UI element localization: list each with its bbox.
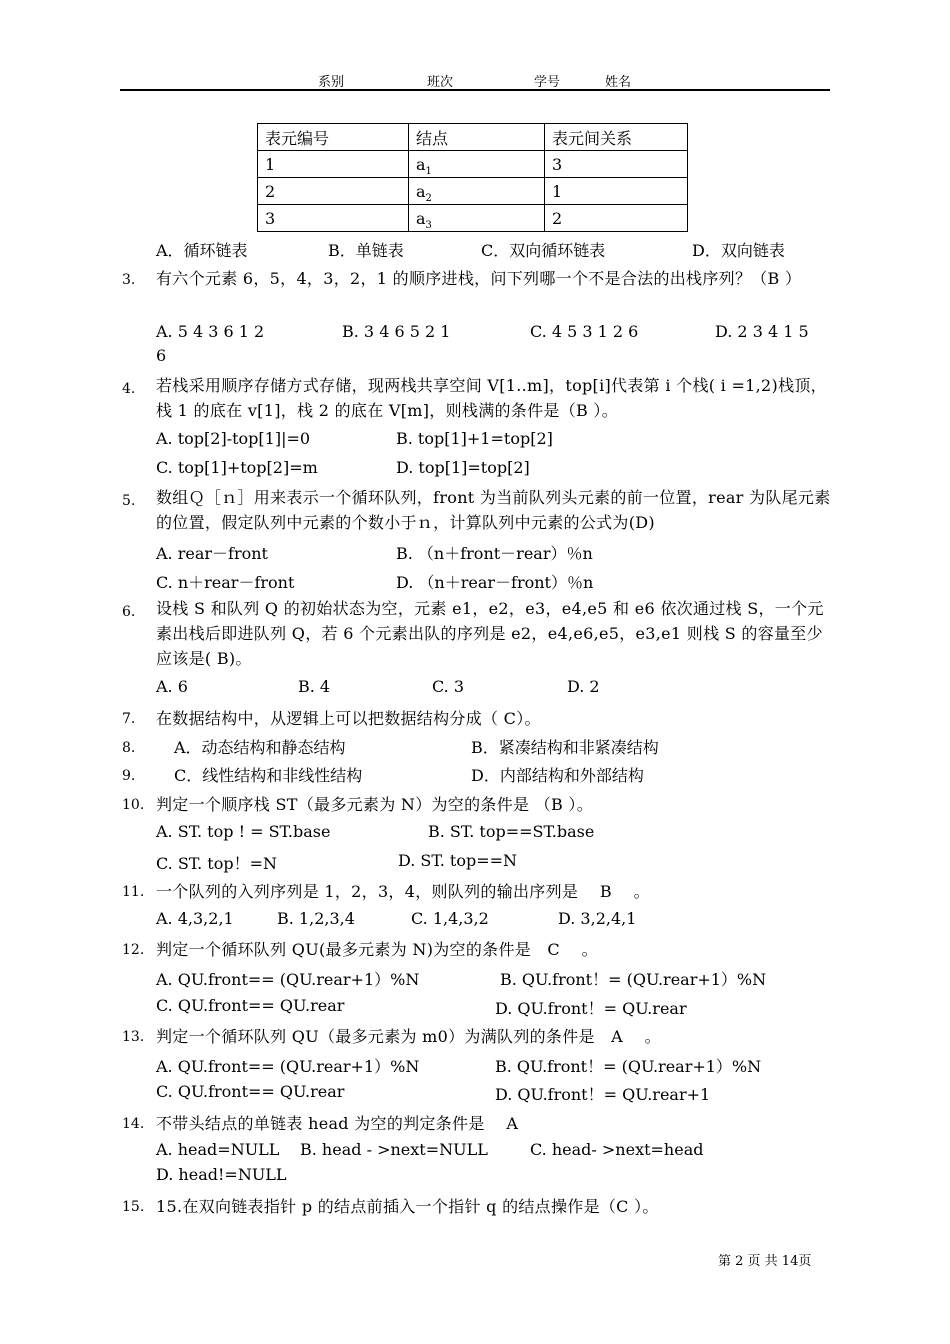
q10-option-b: B. ST. top==ST.base [428, 822, 595, 841]
q10-option-a: A. ST. top ! = ST.base [156, 822, 331, 841]
dept-blank [344, 76, 408, 90]
q5-option-b: B. （n＋front－rear）％n [396, 544, 593, 563]
q2-option-a: A．循环链表 [156, 241, 248, 260]
relation-table [257, 123, 688, 232]
node-letter: a [416, 154, 426, 174]
q3-text: 有六个元素 6，5，4，3，2，1 的顺序进栈，问下列哪一个不是合法的出栈序列？（B ） [156, 269, 802, 288]
q15-text: 15.在双向链表指针 p 的结点前插入一个指针 q 的结点操作是（C ）。 [156, 1197, 659, 1216]
q11-number: 11. [122, 884, 145, 900]
table-cell-relation: 3 [545, 151, 688, 178]
class-label: 班次 [427, 75, 454, 90]
table-cell-node [409, 151, 545, 178]
q8-option-b: B．紧凑结构和非紧凑结构 [471, 738, 659, 757]
node-subscript: 3 [425, 219, 432, 231]
q13-option-a: A. QU.front== (QU.rear+1）%N [156, 1057, 420, 1076]
q11-option-c: C. 1,4,3,2 [411, 909, 489, 928]
q13-option-b: B. QU.front！= (QU.rear+1）%N [495, 1057, 762, 1076]
dept-label: 系别 [318, 75, 345, 90]
q12-option-a: A. QU.front== (QU.rear+1）%N [156, 970, 420, 989]
q10-number: 10. [122, 797, 145, 813]
q14-number: 14. [122, 1116, 145, 1132]
q6-option-c: C. 3 [432, 677, 465, 696]
student-id-blank [560, 76, 596, 90]
table-row [258, 205, 688, 232]
q3-number: 3. [122, 272, 136, 288]
table-row [258, 178, 688, 205]
q9-number: 9. [122, 768, 136, 784]
table-cell-relation: 1 [545, 178, 688, 205]
q10-text: 判定一个顺序栈 ST（最多元素为 N）为空的条件是 （B ）。 [156, 795, 594, 814]
q5-text: 数组Ｑ［ｎ］用来表示一个循环队列，front 为当前队列头元素的前一位置，rear 为队尾元素的位置，假定队列中元素的个数小于ｎ，计算队列中元素的公式为(D) [156, 488, 831, 532]
q9-option-c: C．线性结构和非线性结构 [174, 766, 363, 785]
student-id-field [534, 71, 596, 90]
table-cell-id: 3 [258, 205, 409, 232]
q3-option-d: D. 2 3 4 1 5 [715, 322, 809, 341]
name-field [605, 71, 703, 90]
q11-text: 一个队列的入列序列是 1，2，3，4，则队列的输出序列是 B 。 [156, 882, 650, 901]
q14-option-c: C. head- >next=head [530, 1140, 704, 1159]
node-subscript: 1 [425, 165, 432, 177]
table-header-cell: 结点 [409, 124, 545, 151]
q14-option-d: D. head!=NULL [156, 1165, 287, 1184]
q7-text: 在数据结构中，从逻辑上可以把数据结构分成（ C）。 [156, 709, 541, 728]
q13-option-c: C. QU.front== QU.rear [156, 1082, 345, 1101]
class-field [427, 71, 519, 90]
table-header-cell: 表元编号 [258, 124, 409, 151]
q5-option-a: A. rear－front [156, 544, 268, 563]
q5-option-d: D. （n＋rear－front）％n [396, 573, 594, 592]
q12-number: 12. [122, 942, 145, 958]
q14-option-b: B. head - >next=NULL [300, 1140, 488, 1159]
q4-option-c: C. top[1]+top[2]=m [156, 458, 318, 477]
name-blank [631, 76, 703, 90]
q2-option-c: C．双向循环链表 [481, 241, 606, 260]
q11-option-d: D. 3,2,4,1 [558, 909, 637, 928]
q13-number: 13. [122, 1029, 145, 1045]
q3-option-a: A. 5 4 3 6 1 2 [156, 322, 265, 341]
table-header-cell: 表元间关系 [545, 124, 688, 151]
dept-field [318, 71, 408, 90]
page-header [120, 70, 830, 91]
q4-option-a: A. top[2]-top[1]|=0 [156, 429, 311, 448]
node-letter: a [416, 181, 426, 201]
table-header-row [258, 124, 688, 151]
q13-option-d: D. QU.front！= QU.rear+1 [495, 1085, 711, 1104]
node-subscript: 2 [425, 192, 432, 204]
q12-text: 判定一个循环队列 QU(最多元素为 N)为空的条件是 C 。 [156, 940, 598, 959]
q11-option-a: A. 4,3,2,1 [156, 909, 234, 928]
q12-option-d: D. QU.front！= QU.rear [495, 999, 687, 1018]
q6-number: 6. [122, 604, 136, 620]
q12-option-b: B. QU.front！= (QU.rear+1）%N [500, 970, 767, 989]
q3-option-b: B. 3 4 6 5 2 1 [342, 322, 451, 341]
q4-option-d: D. top[1]=top[2] [396, 458, 530, 477]
q13-text: 判定一个循环队列 QU（最多元素为 m0）为满队列的条件是 A 。 [156, 1027, 661, 1046]
name-label: 姓名 [605, 75, 632, 90]
student-id-label: 学号 [534, 75, 561, 90]
q2-option-d: D．双向链表 [692, 241, 785, 260]
q4-option-b: B. top[1]+1=top[2] [396, 429, 553, 448]
q7-number: 7. [122, 711, 136, 727]
page-footer: 第 2 页 共 14页 [718, 1254, 812, 1269]
table-cell-node [409, 178, 545, 205]
q11-option-b: B. 1,2,3,4 [277, 909, 355, 928]
table-cell-id: 1 [258, 151, 409, 178]
q5-option-c: C. n＋rear－front [156, 573, 295, 592]
q14-option-a: A. head=NULL [156, 1140, 280, 1159]
node-letter: a [416, 208, 426, 228]
q3-option-d-wrap: 6 [156, 346, 167, 365]
class-blank [453, 76, 519, 90]
q6-option-a: A. 6 [156, 677, 188, 696]
table-cell-relation: 2 [545, 205, 688, 232]
q10-option-c: C. ST. top！=N [156, 854, 278, 873]
q14-text: 不带头结点的单链表 head 为空的判定条件是 A [156, 1114, 519, 1133]
q3-option-c: C. 4 5 3 1 2 6 [530, 322, 639, 341]
q8-option-a: A．动态结构和静态结构 [174, 738, 346, 757]
q15-number: 15. [122, 1199, 145, 1215]
table-cell-id: 2 [258, 178, 409, 205]
q2-option-b: B．单链表 [328, 241, 404, 260]
table-cell-node [409, 205, 545, 232]
q4-text: 若栈采用顺序存储方式存储，现两栈共享空间 V[1..m]，top[i]代表第 i 个栈( i =1,2)栈顶，栈 1 的底在 v[1]，栈 2 的底在 V[m]，则栈满的条件是（B ）。 [156, 376, 827, 420]
q9-option-d: D．内部结构和外部结构 [471, 766, 644, 785]
q10-option-d: D. ST. top==N [398, 851, 517, 870]
q12-option-c: C. QU.front== QU.rear [156, 996, 345, 1015]
q6-option-b: B. 4 [298, 677, 331, 696]
q6-option-d: D. 2 [567, 677, 600, 696]
q6-text: 设栈 S 和队列 Q 的初始状态为空，元素 e1，e2，e3，e4,e5 和 e6 依次通过栈 S，一个元素出栈后即进队列 Q，若 6 个元素出队的序列是 e2，e4,e6,e5，e3,e1 则栈 S 的容量至少应该是( B)。 [156, 599, 824, 668]
q5-number: 5. [122, 493, 136, 509]
q8-number: 8. [122, 740, 136, 756]
q4-number: 4. [122, 381, 136, 397]
table-row [258, 151, 688, 178]
